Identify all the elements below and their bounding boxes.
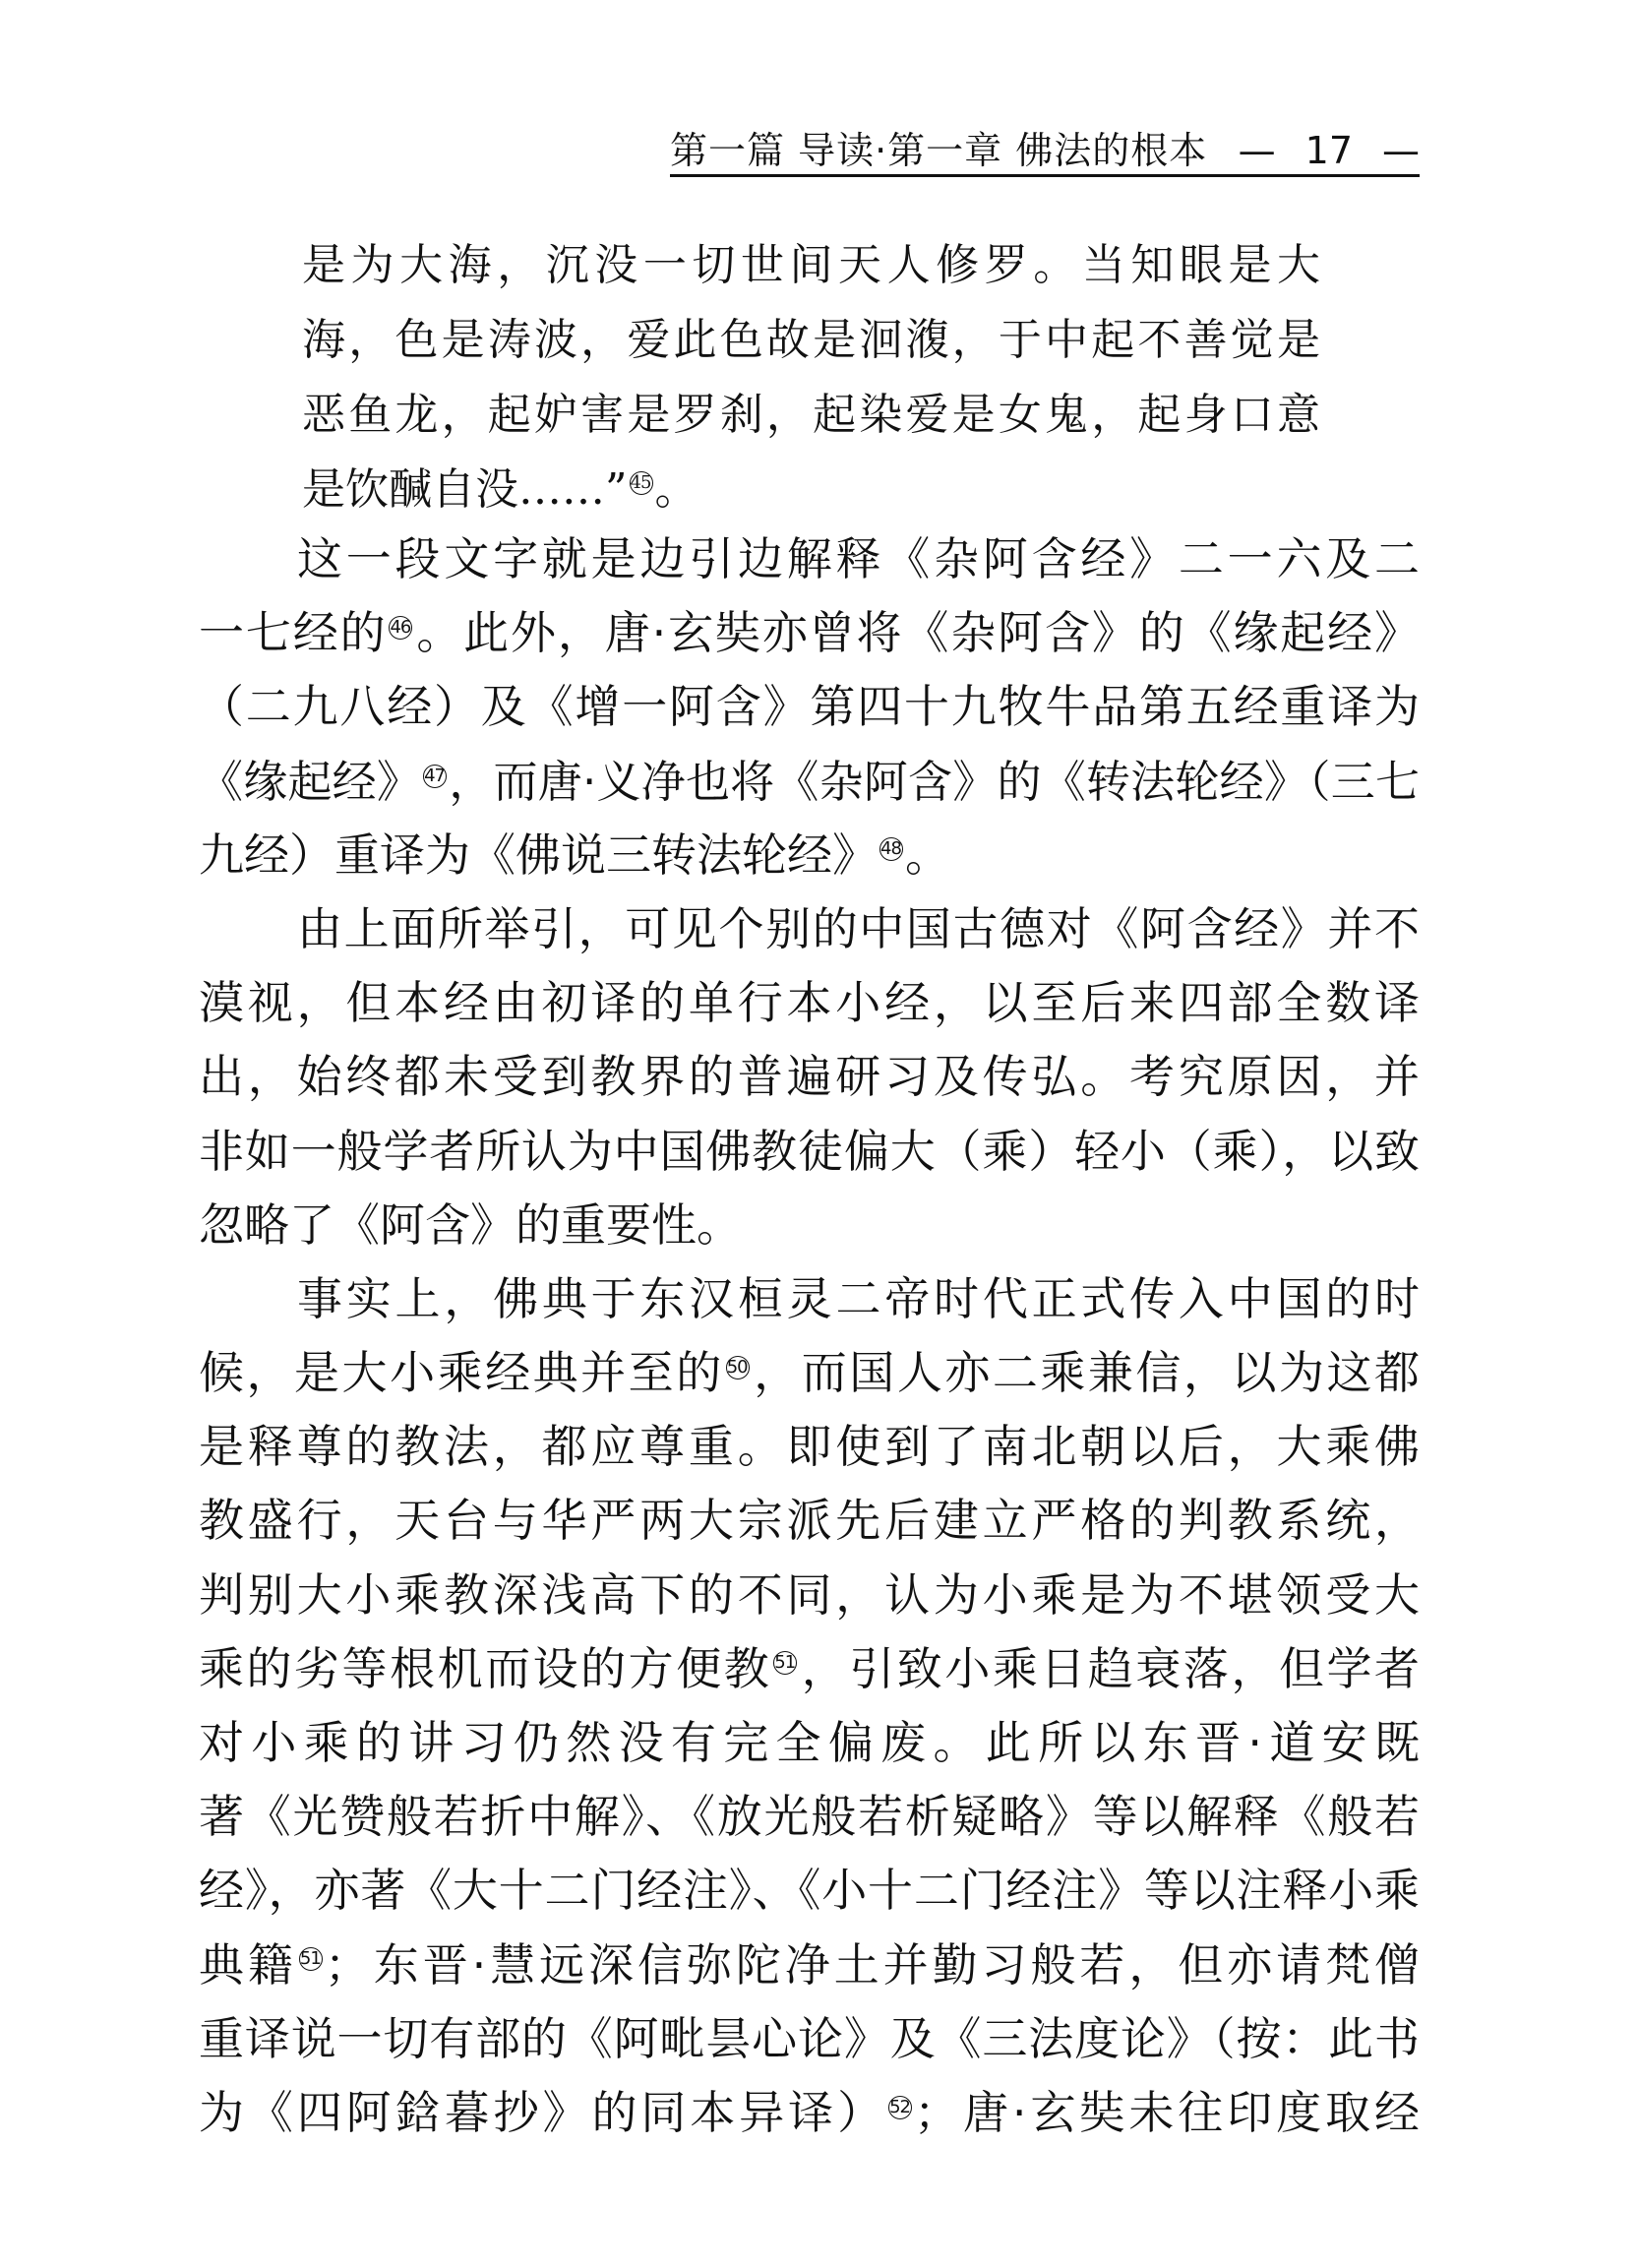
dash: — bbox=[1238, 129, 1276, 172]
text-line bbox=[302, 228, 1320, 303]
text-line bbox=[199, 1632, 1420, 1706]
page-number: 17 bbox=[1304, 129, 1353, 172]
text-segment: 候，是大小乘经典并至的 bbox=[199, 1346, 724, 1400]
text-line bbox=[199, 1559, 1420, 1632]
footnote-marker: 51 bbox=[773, 1651, 797, 1675]
text-line bbox=[199, 1262, 1420, 1336]
text-segment: 九经）重译为《佛说三转法轮经》 bbox=[199, 828, 878, 882]
text-segment: ，而国人亦二乘兼信，以为这都 bbox=[751, 1346, 1421, 1400]
footnote-marker: 45 bbox=[630, 471, 653, 495]
text-line bbox=[199, 1040, 1420, 1114]
dash: — bbox=[1382, 129, 1420, 172]
text-line bbox=[199, 1929, 1420, 2002]
text-segment: 一七经的 bbox=[199, 606, 388, 660]
text-line bbox=[199, 1780, 1420, 1854]
footnote-marker: 50 bbox=[726, 1356, 750, 1379]
text-segment: 是饮醎自没……” bbox=[302, 464, 628, 515]
footnote-marker: 47 bbox=[423, 765, 447, 788]
text-segment: 对小乘的讲习仍然没有完全偏废。此所以东晋·道安既 bbox=[199, 1716, 1420, 1769]
text-segment: 由上面所举引，可见个别的中国古德对《阿含经》并不 bbox=[297, 901, 1420, 955]
text-line bbox=[199, 2002, 1420, 2076]
block-quote bbox=[302, 228, 1320, 527]
text-segment: 这一段文字就是边引边解释《杂阿含经》二一六及二 bbox=[297, 532, 1420, 585]
text-segment: 重译说一切有部的《阿毗昙心论》及《三法度论》（按：此书 bbox=[199, 2011, 1420, 2065]
text-line bbox=[199, 670, 1420, 744]
text-segment: 是释尊的教法，都应尊重。即使到了南北朝以后，大乘佛 bbox=[199, 1420, 1420, 1474]
page-number-group bbox=[1239, 126, 1420, 175]
text-segment: 。 bbox=[654, 464, 698, 515]
text-segment: 《缘起经》 bbox=[199, 755, 422, 808]
text-line bbox=[302, 453, 1320, 527]
text-segment: 海，色是涛波，爱此色故是洄澓，于中起不善觉是 bbox=[302, 315, 1320, 365]
body-text bbox=[199, 522, 1420, 2150]
header-rule bbox=[670, 174, 1420, 177]
text-segment: 忽略了《阿含》的重要性。 bbox=[199, 1197, 742, 1252]
text-segment: ，引致小乘日趋衰落，但学者 bbox=[799, 1641, 1421, 1695]
text-line bbox=[199, 596, 1420, 670]
text-segment: 。此外，唐·玄奘亦曾将《杂阿含》的《缘起经》 bbox=[414, 606, 1421, 660]
text-line bbox=[199, 745, 1420, 819]
text-segment: （二九八经）及《增一阿含》第四十九牧牛品第五经重译为 bbox=[199, 680, 1420, 734]
text-segment: ，而唐·义净也将《杂阿含》的《转法轮经》（三七 bbox=[449, 755, 1420, 808]
footnote-marker: 51 bbox=[299, 1947, 323, 1971]
text-line bbox=[199, 819, 1420, 892]
text-line bbox=[199, 522, 1420, 596]
text-line bbox=[199, 1410, 1420, 1484]
text-segment: ；东晋·慧远深信弥陀净土并勤习般若，但亦请梵僧 bbox=[324, 1937, 1421, 1992]
text-segment: 事实上，佛典于东汉桓灵二帝时代正式传入中国的时 bbox=[297, 1271, 1420, 1325]
text-segment: ；唐·玄奘未往印度取经 bbox=[914, 2085, 1421, 2139]
running-header bbox=[670, 126, 1420, 175]
text-segment: 经》，亦著《大十二门经注》、《小十二门经注》等以注释小乘 bbox=[199, 1864, 1420, 1918]
text-segment: 教盛行，天台与华严两大宗派先后建立严格的判教系统， bbox=[199, 1494, 1420, 1548]
text-line bbox=[302, 303, 1320, 378]
text-line bbox=[199, 1706, 1420, 1780]
text-segment: 乘的劣等根机而设的方便教 bbox=[199, 1641, 772, 1695]
text-segment: 典籍 bbox=[199, 1937, 297, 1992]
text-line bbox=[199, 2076, 1420, 2150]
text-line bbox=[199, 1484, 1420, 1558]
text-line bbox=[199, 1854, 1420, 1928]
text-line bbox=[302, 378, 1320, 453]
footnote-marker: 48 bbox=[879, 837, 903, 861]
footnote-marker: 52 bbox=[888, 2096, 912, 2119]
text-line bbox=[199, 1115, 1420, 1189]
text-segment: 是为大海，沉没一切世间天人修罗。当知眼是大 bbox=[302, 240, 1320, 290]
text-segment: 恶鱼龙，起妒害是罗刹，起染爱是女鬼，起身口意 bbox=[302, 390, 1320, 440]
text-line bbox=[199, 1336, 1420, 1410]
text-segment: 判别大小乘教深浅高下的不同，认为小乘是为不堪领受大 bbox=[199, 1567, 1420, 1622]
text-segment: 非如一般学者所认为中国佛教徒偏大（乘）轻小（乘），以致 bbox=[199, 1124, 1420, 1178]
text-segment: 为《四阿鋡暮抄》的同本异译） bbox=[199, 2085, 887, 2139]
text-segment: 漠视，但本经由初译的单行本小经，以至后来四部全数译 bbox=[199, 976, 1420, 1030]
text-segment: 著《光赞般若折中解》、《放光般若析疑略》等以解释《般若 bbox=[199, 1790, 1420, 1844]
text-line bbox=[199, 966, 1420, 1040]
chapter-title: 第一篇 导读·第一章 佛法的根本 bbox=[670, 129, 1208, 172]
text-segment: 。 bbox=[905, 828, 950, 882]
text-line bbox=[199, 892, 1420, 966]
text-line bbox=[199, 1189, 1420, 1262]
text-segment: 出，始终都未受到教界的普遍研习及传弘。考究原因，并 bbox=[199, 1050, 1420, 1104]
footnote-marker: 46 bbox=[389, 616, 412, 640]
